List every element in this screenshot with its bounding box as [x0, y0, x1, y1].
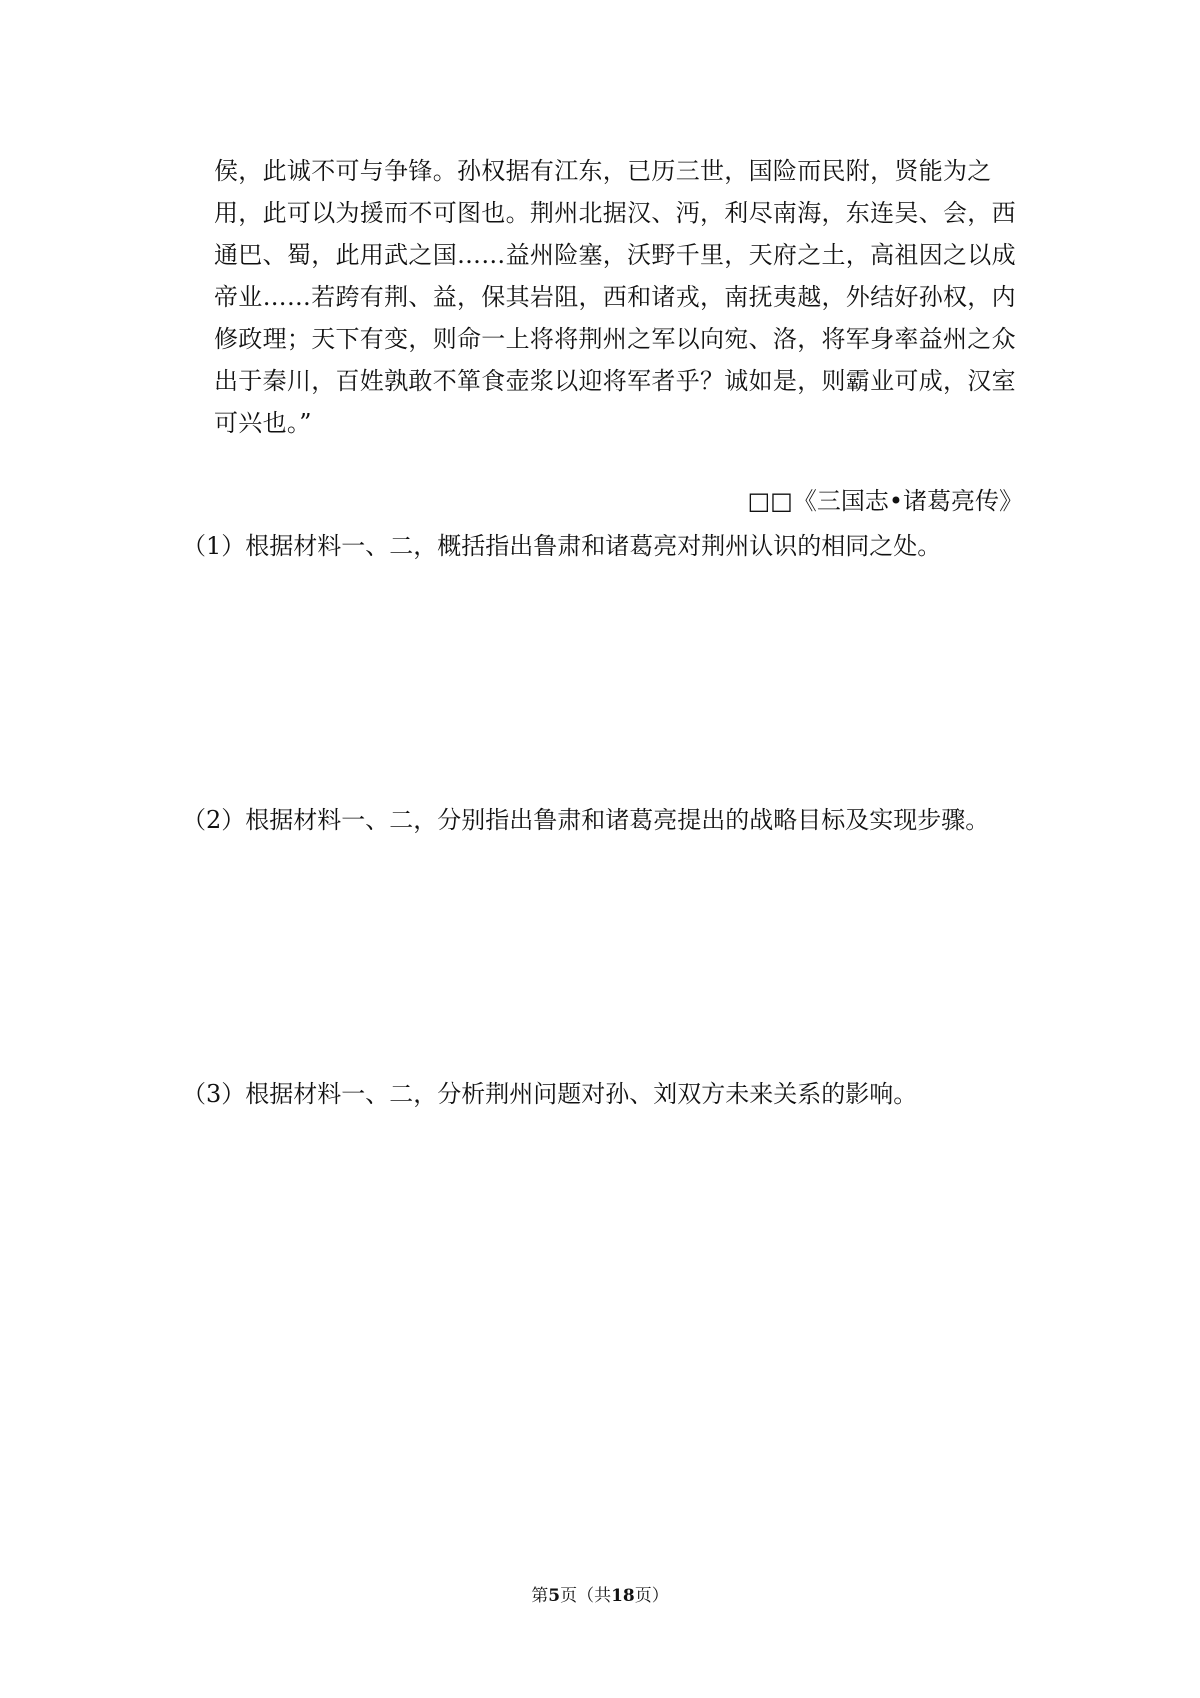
footer-total-pages: 18: [611, 1586, 635, 1606]
footer-middle: 页（共: [560, 1586, 612, 1606]
page-footer: [0, 1585, 1200, 1607]
passage-line: 通巴、蜀，此用武之国……益州险塞，沃野千里，天府之土，高祖因之以成: [214, 241, 1016, 269]
question-3: （3）根据材料一、二，分析荆州问题对孙、刘双方未来关系的影响。: [182, 1080, 918, 1108]
footer-page-number: 5: [548, 1586, 561, 1606]
passage-line: 帝业……若跨有荆、益，保其岩阻，西和诸戎，南抚夷越，外结好孙权，内: [214, 283, 1016, 311]
material-passage: [214, 150, 1024, 444]
question-1: （1）根据材料一、二，概括指出鲁肃和诸葛亮对荆州认识的相同之处。: [182, 532, 942, 560]
passage-line: 出于秦川，百姓孰敢不箪食壶浆以迎将军者乎？诚如是，则霸业可成，汉室: [214, 367, 1016, 395]
footer-prefix: 第: [531, 1586, 549, 1606]
passage-line: 侯，此诚不可与争锋。孙权据有江东，已历三世，国险而民附，贤能为之: [214, 157, 992, 185]
passage-line: 用，此可以为援而不可图也。荆州北据汉、沔，利尽南海，东连吴、会，西: [214, 199, 1016, 227]
footer-suffix: 页）: [634, 1586, 669, 1606]
passage-source: □□《三国志•诸葛亮传》: [747, 487, 1023, 515]
passage-line: 可兴也。”: [214, 409, 312, 437]
question-2: （2）根据材料一、二，分别指出鲁肃和诸葛亮提出的战略目标及实现步骤。: [182, 806, 990, 834]
passage-line: 修政理；天下有变，则命一上将将荆州之军以向宛、洛，将军身率益州之众: [214, 325, 1016, 353]
